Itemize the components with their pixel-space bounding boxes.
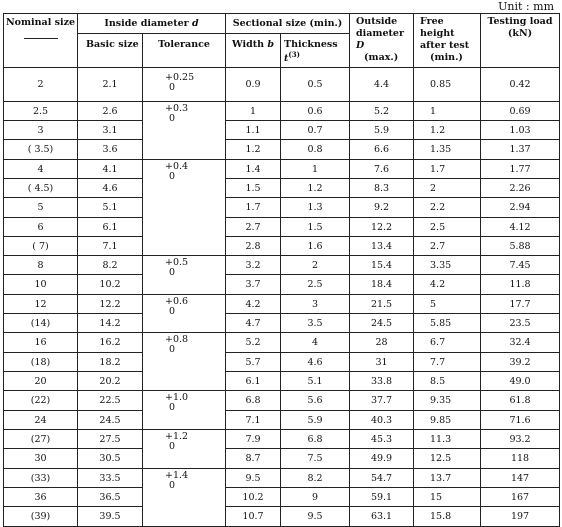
nominal-size-cell: 5 (4, 198, 78, 218)
thickness-cell: 1 (281, 160, 350, 179)
outside-diameter-cell: 21.5 (350, 295, 414, 314)
width-cell: 4.7 (226, 314, 281, 333)
table-row (4, 430, 560, 449)
thickness-cell: 9.5 (281, 507, 350, 527)
basic-size-cell: 39.5 (78, 507, 143, 527)
nominal-size-cell: (33) (4, 469, 78, 488)
nominal-size-cell: 24 (4, 411, 78, 430)
free-height-cell: 9.35 (414, 391, 481, 411)
outside-diameter-cell: 5.9 (350, 121, 414, 140)
table-row (4, 469, 560, 488)
table-row (4, 353, 560, 372)
basic-size-cell: 5.1 (78, 198, 143, 218)
testing-load-cell: 7.45 (481, 256, 560, 275)
table-row (4, 237, 560, 256)
unit-label: Unit : mm (498, 0, 554, 13)
basic-size-cell: 4.6 (78, 179, 143, 198)
table-row (4, 68, 560, 102)
basic-size-cell: 14.2 (78, 314, 143, 333)
tolerance-lower: 0 (169, 306, 176, 317)
testing-load-cell: 11.8 (481, 275, 560, 295)
tolerance-lower: 0 (169, 344, 176, 355)
width-cell: 0.9 (226, 68, 281, 102)
table-row (4, 198, 560, 218)
tolerance-cell (143, 333, 226, 391)
tolerance-upper: +1.2 (165, 431, 189, 442)
width-cell: 1.4 (226, 160, 281, 179)
table-row (4, 449, 560, 469)
thickness-cell: 2 (281, 256, 350, 275)
testing-load-cell: 197 (481, 507, 560, 527)
basic-size-cell: 20.2 (78, 372, 143, 391)
testing-load-cell: 32.4 (481, 333, 560, 353)
tolerance-cell (143, 68, 226, 102)
tolerance-cell (143, 102, 226, 160)
nominal-size-cell: 2 (4, 68, 78, 102)
testing-load-cell: 2.94 (481, 198, 560, 218)
free-height-cell: 12.5 (414, 449, 481, 469)
nominal-size-cell: ( 4.5) (4, 179, 78, 198)
tolerance-lower: 0 (169, 267, 176, 278)
header-inside-diameter: Inside diameter d (78, 14, 226, 34)
outside-diameter-cell: 28 (350, 333, 414, 353)
basic-size-cell: 33.5 (78, 469, 143, 488)
table-row (4, 218, 560, 237)
thickness-cell: 7.5 (281, 449, 350, 469)
thickness-cell: 8.2 (281, 469, 350, 488)
thickness-cell: 1.5 (281, 218, 350, 237)
tolerance-lower: 0 (169, 480, 176, 491)
nominal-size-cell: 10 (4, 275, 78, 295)
thickness-cell: 3.5 (281, 314, 350, 333)
width-cell: 10.2 (226, 488, 281, 507)
header-sectional-size: Sectional size (min.) (226, 14, 350, 34)
tolerance-lower: 0 (169, 171, 176, 182)
outside-diameter-cell: 59.1 (350, 488, 414, 507)
width-cell: 7.1 (226, 411, 281, 430)
width-cell: 10.7 (226, 507, 281, 527)
outside-diameter-cell: 4.4 (350, 68, 414, 102)
outside-diameter-cell: 49.9 (350, 449, 414, 469)
thickness-cell: 1.3 (281, 198, 350, 218)
width-cell: 6.1 (226, 372, 281, 391)
nominal-size-cell: 3 (4, 121, 78, 140)
basic-size-cell: 7.1 (78, 237, 143, 256)
table-row (4, 488, 560, 507)
testing-load-cell: 17.7 (481, 295, 560, 314)
header-tolerance: Tolerance (143, 34, 226, 68)
header-width: Width b (226, 34, 281, 68)
nominal-size-cell: (14) (4, 314, 78, 333)
tolerance-upper: +0.5 (165, 257, 189, 268)
table-row (4, 507, 560, 527)
width-cell: 9.5 (226, 469, 281, 488)
free-height-cell: 8.5 (414, 372, 481, 391)
nominal-size-cell: (39) (4, 507, 78, 527)
tolerance-cell (143, 295, 226, 333)
basic-size-cell: 22.5 (78, 391, 143, 411)
free-height-cell: 9.85 (414, 411, 481, 430)
table-row (4, 372, 560, 391)
testing-load-cell: 61.8 (481, 391, 560, 411)
basic-size-cell: 30.5 (78, 449, 143, 469)
tolerance-upper: +1.0 (165, 392, 189, 403)
basic-size-cell: 36.5 (78, 488, 143, 507)
spring-washer-table (3, 13, 560, 527)
basic-size-cell: 2.6 (78, 102, 143, 121)
basic-size-cell: 3.6 (78, 140, 143, 160)
basic-size-cell: 3.1 (78, 121, 143, 140)
width-cell: 3.7 (226, 275, 281, 295)
header-testing-load: Testing load (kN) (481, 14, 560, 68)
table-row (4, 314, 560, 333)
outside-diameter-cell: 6.6 (350, 140, 414, 160)
free-height-cell: 2.7 (414, 237, 481, 256)
nominal-size-cell: (27) (4, 430, 78, 449)
table-row (4, 391, 560, 411)
nominal-size-cell: 16 (4, 333, 78, 353)
tolerance-upper: +1.4 (165, 470, 189, 481)
outside-diameter-cell: 12.2 (350, 218, 414, 237)
width-cell: 1 (226, 102, 281, 121)
testing-load-cell: 4.12 (481, 218, 560, 237)
outside-diameter-cell: 37.7 (350, 391, 414, 411)
nominal-size-cell: 12 (4, 295, 78, 314)
free-height-cell: 6.7 (414, 333, 481, 353)
basic-size-cell: 24.5 (78, 411, 143, 430)
basic-size-cell: 2.1 (78, 68, 143, 102)
testing-load-cell: 1.03 (481, 121, 560, 140)
basic-size-cell: 6.1 (78, 218, 143, 237)
free-height-cell: 1 (414, 102, 481, 121)
testing-load-cell: 23.5 (481, 314, 560, 333)
outside-diameter-cell: 8.3 (350, 179, 414, 198)
table-row (4, 160, 560, 179)
outside-diameter-cell: 9.2 (350, 198, 414, 218)
outside-diameter-cell: 13.4 (350, 237, 414, 256)
free-height-cell: 7.7 (414, 353, 481, 372)
basic-size-cell: 10.2 (78, 275, 143, 295)
header-outside-diameter: Outside diameter D (max.) (350, 14, 414, 68)
nominal-size-cell: ( 3.5) (4, 140, 78, 160)
table-row (4, 275, 560, 295)
basic-size-cell: 12.2 (78, 295, 143, 314)
thickness-cell: 0.7 (281, 121, 350, 140)
width-cell: 1.7 (226, 198, 281, 218)
table-row (4, 333, 560, 353)
tolerance-upper: +0.25 (165, 72, 195, 83)
testing-load-cell: 1.77 (481, 160, 560, 179)
outside-diameter-cell: 33.8 (350, 372, 414, 391)
header-basic-size: Basic size (78, 34, 143, 68)
free-height-cell: 4.2 (414, 275, 481, 295)
outside-diameter-cell: 31 (350, 353, 414, 372)
width-cell: 1.1 (226, 121, 281, 140)
free-height-cell: 3.35 (414, 256, 481, 275)
tolerance-upper: +0.8 (165, 334, 189, 345)
table-row (4, 140, 560, 160)
thickness-cell: 0.8 (281, 140, 350, 160)
header-nominal-size: Nominal size (4, 14, 78, 68)
tolerance-lower: 0 (169, 441, 176, 452)
table-row (4, 121, 560, 140)
nominal-size-cell: (22) (4, 391, 78, 411)
nominal-size-cell: 30 (4, 449, 78, 469)
thickness-cell: 5.1 (281, 372, 350, 391)
free-height-cell: 1.35 (414, 140, 481, 160)
width-cell: 1.2 (226, 140, 281, 160)
width-cell: 2.8 (226, 237, 281, 256)
thickness-cell: 5.9 (281, 411, 350, 430)
thickness-cell: 4 (281, 333, 350, 353)
table-row (4, 102, 560, 121)
outside-diameter-cell: 40.3 (350, 411, 414, 430)
tolerance-lower: 0 (169, 82, 176, 93)
free-height-cell: 2 (414, 179, 481, 198)
free-height-cell: 13.7 (414, 469, 481, 488)
tolerance-cell (143, 160, 226, 256)
tolerance-cell (143, 391, 226, 430)
outside-diameter-cell: 7.6 (350, 160, 414, 179)
thickness-cell: 2.5 (281, 275, 350, 295)
testing-load-cell: 0.42 (481, 68, 560, 102)
nominal-size-cell: 2.5 (4, 102, 78, 121)
testing-load-cell: 147 (481, 469, 560, 488)
free-height-cell: 15 (414, 488, 481, 507)
free-height-cell: 5.85 (414, 314, 481, 333)
outside-diameter-cell: 54.7 (350, 469, 414, 488)
width-cell: 8.7 (226, 449, 281, 469)
tolerance-cell (143, 256, 226, 295)
free-height-cell: 15.8 (414, 507, 481, 527)
header-thickness: Thickness $t^{(3)}$ (281, 34, 350, 68)
testing-load-cell: 71.6 (481, 411, 560, 430)
thickness-cell: 0.5 (281, 68, 350, 102)
outside-diameter-cell: 5.2 (350, 102, 414, 121)
thickness-cell: 9 (281, 488, 350, 507)
width-cell: 4.2 (226, 295, 281, 314)
nominal-size-cell: 20 (4, 372, 78, 391)
free-height-cell: 1.2 (414, 121, 481, 140)
table-row (4, 179, 560, 198)
outside-diameter-cell: 45.3 (350, 430, 414, 449)
testing-load-cell: 1.37 (481, 140, 560, 160)
outside-diameter-cell: 24.5 (350, 314, 414, 333)
basic-size-cell: 8.2 (78, 256, 143, 275)
nominal-size-cell: ( 7) (4, 237, 78, 256)
testing-load-cell: 0.69 (481, 102, 560, 121)
tolerance-upper: +0.3 (165, 103, 189, 114)
testing-load-cell: 2.26 (481, 179, 560, 198)
thickness-cell: 5.6 (281, 391, 350, 411)
outside-diameter-cell: 63.1 (350, 507, 414, 527)
nominal-size-cell: 8 (4, 256, 78, 275)
basic-size-cell: 4.1 (78, 160, 143, 179)
thickness-cell: 1.2 (281, 179, 350, 198)
thickness-cell: 1.6 (281, 237, 350, 256)
testing-load-cell: 5.88 (481, 237, 560, 256)
tolerance-lower: 0 (169, 113, 176, 124)
free-height-cell: 5 (414, 295, 481, 314)
outside-diameter-cell: 18.4 (350, 275, 414, 295)
free-height-cell: 11.3 (414, 430, 481, 449)
width-cell: 6.8 (226, 391, 281, 411)
table-row (4, 295, 560, 314)
thickness-cell: 6.8 (281, 430, 350, 449)
width-cell: 5.2 (226, 333, 281, 353)
testing-load-cell: 167 (481, 488, 560, 507)
width-cell: 2.7 (226, 218, 281, 237)
nominal-size-cell: (18) (4, 353, 78, 372)
thickness-cell: 0.6 (281, 102, 350, 121)
outside-diameter-cell: 15.4 (350, 256, 414, 275)
nominal-size-cell: 36 (4, 488, 78, 507)
tolerance-lower: 0 (169, 402, 176, 413)
header-row-1 (4, 14, 560, 34)
free-height-cell: 2.5 (414, 218, 481, 237)
free-height-cell: 2.2 (414, 198, 481, 218)
thickness-cell: 3 (281, 295, 350, 314)
free-height-cell: 1.7 (414, 160, 481, 179)
header-free-height: Free height after test (min.) (414, 14, 481, 68)
free-height-cell: 0.85 (414, 68, 481, 102)
table-body (4, 68, 560, 527)
table-row (4, 256, 560, 275)
basic-size-cell: 18.2 (78, 353, 143, 372)
testing-load-cell: 118 (481, 449, 560, 469)
basic-size-cell: 16.2 (78, 333, 143, 353)
tolerance-upper: +0.6 (165, 296, 189, 307)
table-row (4, 411, 560, 430)
width-cell: 5.7 (226, 353, 281, 372)
testing-load-cell: 39.2 (481, 353, 560, 372)
thickness-cell: 4.6 (281, 353, 350, 372)
width-cell: 7.9 (226, 430, 281, 449)
testing-load-cell: 93.2 (481, 430, 560, 449)
tolerance-cell (143, 469, 226, 527)
basic-size-cell: 27.5 (78, 430, 143, 449)
tolerance-upper: +0.4 (165, 161, 189, 172)
tolerance-cell (143, 430, 226, 469)
nominal-size-cell: 6 (4, 218, 78, 237)
width-cell: 3.2 (226, 256, 281, 275)
nominal-size-cell: 4 (4, 160, 78, 179)
testing-load-cell: 49.0 (481, 372, 560, 391)
width-cell: 1.5 (226, 179, 281, 198)
